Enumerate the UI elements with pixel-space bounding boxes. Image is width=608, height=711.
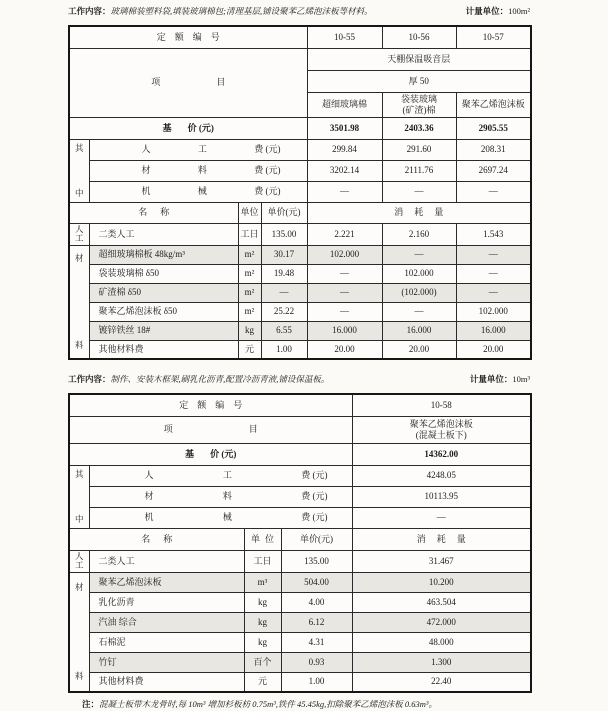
column-header-row: [69, 528, 531, 550]
fee-row-machine: [69, 507, 531, 528]
material-name: 竹钉: [89, 652, 244, 672]
subheader-col-3: 聚苯乙烯泡沫板: [456, 92, 531, 117]
labor-v1: 2.221: [307, 223, 382, 245]
quota-code: 10-58: [352, 394, 531, 416]
labor-price: 135.00: [281, 550, 352, 572]
labor-row: [69, 550, 531, 572]
footnote: [68, 698, 538, 710]
labor-row: [69, 223, 531, 245]
fee-material-2: 2111.76: [382, 160, 456, 181]
fee-labor-label-cell: 人 工 费 (元): [89, 139, 307, 160]
col-header-unit: 单位: [244, 528, 281, 550]
work-content-text: 制作、安装木框架,刷乳化沥青,配置冷沥青液,铺设保温板。: [110, 374, 330, 384]
material-name: 石棉泥: [89, 632, 244, 652]
quota-code-row: [69, 394, 531, 416]
material-row: 其他材料费 元 1.00 20.00 20.00 20.00: [69, 340, 531, 359]
fee-material-3: 2697.24: [456, 160, 531, 181]
quota-code-1: 10-55: [307, 26, 382, 48]
labor-unit: 工日: [238, 223, 261, 245]
work-content-text: 玻璃棉装塑料袋,填装玻璃棉包;清理基层,铺设聚苯乙烯泡沫板等材料。: [110, 6, 373, 16]
measure-unit: [470, 373, 530, 385]
material-name: 其他材料费: [89, 672, 244, 692]
item-group-row: [69, 48, 531, 70]
col-header-price: 单价(元): [281, 528, 352, 550]
column-header-row: [69, 202, 531, 223]
col-header-price: 单价(元): [261, 202, 307, 223]
qizhong-char-1: 其: [74, 142, 84, 153]
material-row: 竹钉 百个 0.93 1.300: [69, 652, 531, 672]
fee-material-label-cell: 材 料 费 (元): [89, 160, 307, 181]
item-cell: 聚苯乙烯泡沫板 (混凝土板下): [352, 416, 531, 443]
item-word-1: 项: [151, 77, 161, 87]
quota-table-2: [68, 393, 532, 693]
col-header-consumption: 消耗量: [307, 202, 531, 223]
base-price-2: 2403.36: [382, 117, 456, 139]
material-name: 矿渣棉 δ50: [89, 283, 238, 302]
side-label-qizhong: [69, 139, 89, 202]
fee-machine-label-cell: 机 械 费 (元): [89, 507, 352, 528]
base-price-label-cell: 基 价 (元): [69, 443, 352, 465]
item-label-cell: 项 目: [69, 416, 352, 443]
material-row: 袋装玻璃棉 δ50 m² 19.48 — 102.000 —: [69, 264, 531, 283]
footnote-label: 注：: [82, 699, 100, 709]
material-v2: —: [382, 245, 456, 264]
material-row: 汽油 综合 kg 6.12 472.000: [69, 612, 531, 632]
base-price-1: 3501.98: [307, 117, 382, 139]
side-label-rengong: 人 工: [69, 550, 89, 572]
material-v1: 102.000: [307, 245, 382, 264]
quota-code-label: 定额编号: [156, 31, 229, 42]
work-content-line-1: [68, 5, 530, 21]
work-content-label: 工作内容：: [68, 374, 111, 384]
col-header-consumption: 消耗量: [352, 528, 531, 550]
item-group-cell: 天棚保温吸音层: [307, 48, 531, 70]
subheader-col-1: 超细玻璃棉: [307, 92, 382, 117]
quota-code-label-cell: [69, 26, 307, 48]
material-row: 材 料 聚苯乙烯泡沫板 m³ 504.00 10.200: [69, 572, 531, 592]
side-label-qizhong: 其 中: [69, 465, 89, 528]
measure-unit-label: 计量单位：: [465, 6, 509, 16]
labor-unit: 工日: [244, 550, 281, 572]
measure-unit-value: 10m³: [512, 374, 530, 384]
fee-labor-1: 299.84: [307, 139, 382, 160]
material-name: 聚苯乙烯泡沫板 δ50: [89, 302, 238, 321]
fee-labor-value: 4248.05: [352, 465, 531, 486]
quota-code-2: 10-56: [382, 26, 456, 48]
labor-name: 二类人工: [89, 550, 244, 572]
material-v3: —: [456, 245, 531, 264]
material-price: 30.17: [261, 245, 307, 264]
quota-table-1: [68, 25, 532, 360]
base-price-label-2: 价 (元): [187, 122, 214, 133]
material-row: 聚苯乙烯泡沫板 δ50 m² 25.22 — — 102.000: [69, 302, 531, 321]
material-name: 汽油 综合: [89, 612, 244, 632]
fee-machine-1: —: [307, 181, 382, 202]
material-row: [69, 245, 531, 264]
base-price-3: 2905.55: [456, 117, 531, 139]
side-label-rengong: 人 工: [69, 223, 89, 245]
fee-labor-3: 208.31: [456, 139, 531, 160]
material-name: 镀锌铁丝 18#: [89, 321, 238, 340]
measure-unit-label: 计量单位：: [469, 374, 513, 384]
material-name: 超细玻璃棉板 48kg/m³: [89, 245, 238, 264]
fee-machine-value: —: [352, 507, 531, 528]
material-name: 聚苯乙烯泡沫板: [89, 572, 244, 592]
labor-name: 二类人工: [89, 223, 238, 245]
fee-material-value: 10113.95: [352, 486, 531, 507]
quota-code-row: [69, 26, 531, 48]
side-label-cailiao: 材 料: [69, 245, 89, 359]
base-price-row: [69, 443, 531, 465]
fee-row-material: [69, 160, 531, 181]
base-price-label-1: 基: [162, 122, 172, 133]
material-name: 乳化沥青: [89, 592, 244, 612]
item-label-cell: [69, 48, 307, 117]
work-content-label: 工作内容：: [68, 6, 111, 16]
subheader-col-2-line2: (矿渣)棉: [402, 104, 436, 115]
material-row: 石棉泥 kg 4.31 48.000: [69, 632, 531, 652]
col-header-name: 名称: [69, 202, 238, 223]
quota-code-3: 10-57: [456, 26, 531, 48]
fee-machine-3: —: [456, 181, 531, 202]
measure-unit: [466, 5, 530, 17]
footnote-text: 混凝土板带木龙骨时,每 10m³ 增加杉板枋 0.75m³,铁件 45.45kg,扣除聚苯乙烯泡沫板 0.63m³。: [99, 699, 437, 709]
labor-value: 31.467: [352, 550, 531, 572]
qizhong-char-2: 中: [74, 187, 84, 198]
subheader-col-2-line1: 袋装玻璃: [401, 93, 438, 104]
material-name: 其他材料费: [89, 340, 238, 359]
fee-machine-label-cell: 机 械 费 (元): [89, 181, 307, 202]
col-header-name: 名称: [69, 528, 244, 550]
item-word-2: 目: [216, 77, 226, 87]
fee-labor-2: 291.60: [382, 139, 456, 160]
labor-v3: 1.543: [456, 223, 531, 245]
base-price: 14362.00: [352, 443, 531, 465]
material-row: 镀锌铁丝 18# kg 6.55 16.000 16.000 16.000: [69, 321, 531, 340]
fee-row-labor: [69, 139, 531, 160]
fee-material-label-cell: 材 料 费 (元): [89, 486, 352, 507]
fee-material-1: 3202.14: [307, 160, 382, 181]
fee-row-labor: [69, 465, 531, 486]
material-row: 其他材料费 元 1.00 22.40: [69, 672, 531, 692]
labor-price: 135.00: [261, 223, 307, 245]
material-unit: m²: [238, 245, 261, 264]
fee-labor-label-cell: 人 工 费 (元): [89, 465, 352, 486]
fee-row-material: [69, 486, 531, 507]
fee-machine-2: —: [382, 181, 456, 202]
side-label-cailiao: 材 料: [69, 572, 89, 692]
base-price-row: [69, 117, 531, 139]
measure-unit-value: 100m²: [508, 6, 530, 16]
quota-code-label-cell: 定额编号: [69, 394, 352, 416]
material-row: 矿渣棉 δ50 m² — — (102.000) —: [69, 283, 531, 302]
fee-row-machine: [69, 181, 531, 202]
item-row: [69, 416, 531, 443]
base-price-label-cell: [69, 117, 307, 139]
material-row: 乳化沥青 kg 4.00 463.504: [69, 592, 531, 612]
col-header-unit: 单位: [238, 202, 261, 223]
subheader-col-2: [382, 92, 456, 117]
work-content-line-2: [68, 373, 530, 389]
labor-v2: 2.160: [382, 223, 456, 245]
item-thickness-cell: 厚 50: [307, 70, 531, 92]
material-name: 袋装玻璃棉 δ50: [89, 264, 238, 283]
